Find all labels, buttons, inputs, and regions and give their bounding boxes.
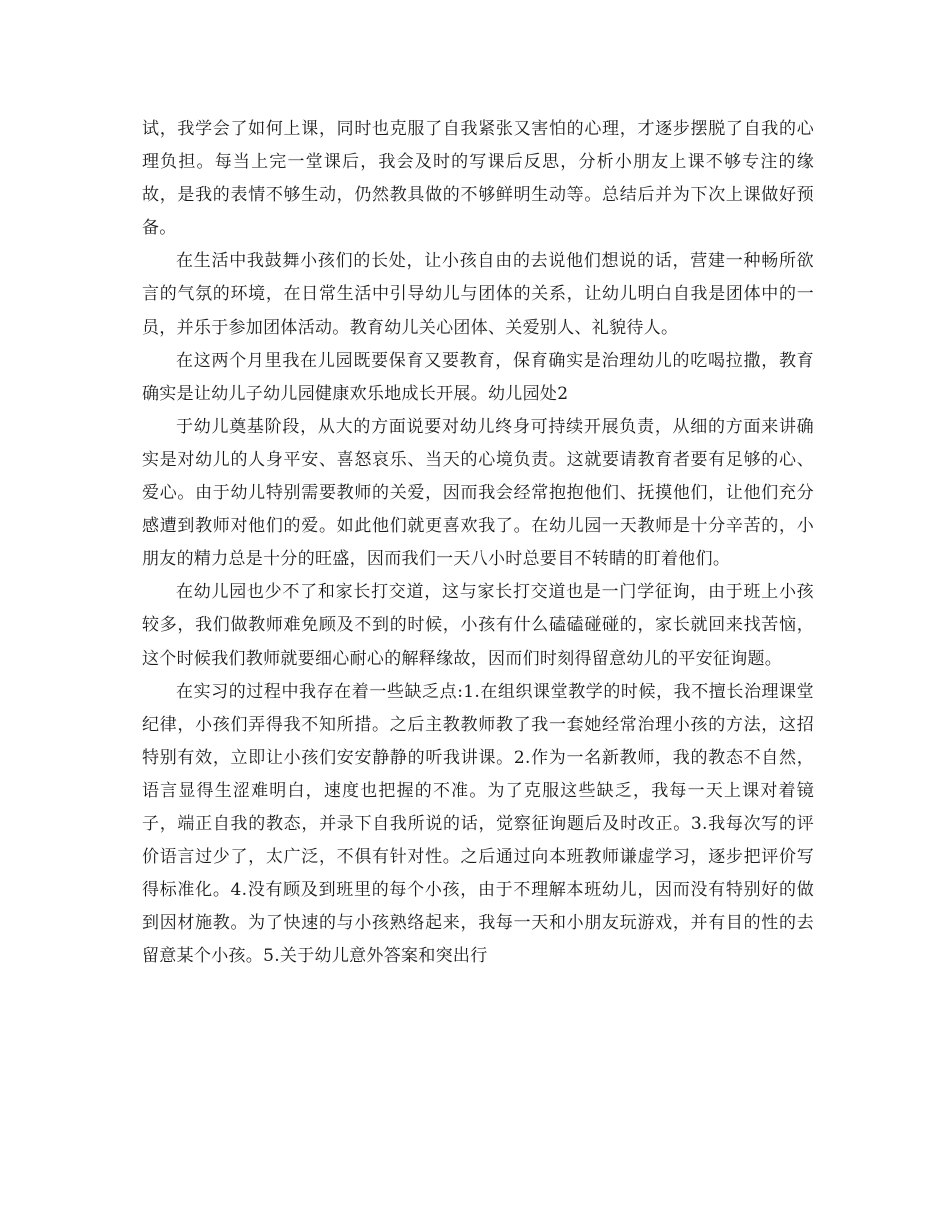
paragraph-3: 在这两个月里我在儿园既要保育又要教育，保育确实是治理幼儿的吃喝拉撒，教育确实是让幼儿子幼儿园健康欢乐地成长开展。幼儿园处2 [142, 350, 814, 404]
paragraph-1: 试，我学会了如何上课，同时也克服了自我紧张又害怕的心理，才逐步摆脱了自我的心理负担。每当上完一堂课后，我会及时的写课后反思，分析小朋友上课不够专注的缘故，是我的表情不够生动，仍然教具做的不够鲜明生动等。总结后并为下次上课做好预备。 [142, 119, 814, 239]
paragraph-4: 于幼儿奠基阶段，从大的方面说要对幼儿终身可持续开展负责，从细的方面来讲确实是对幼儿的人身平安、喜怒哀乐、当天的心境负责。这就要请教育者要有足够的心、爱心。由于幼儿特别需要教师的关爱，因而我会经常抱抱他们、抚摸他们，让他们充分感遭到教师对他们的爱。如此他们就更喜欢我了。在幼儿园一天教师是十分辛苦的，小朋友的精力总是十分的旺盛，因而我们一天八小时总要目不转睛的盯着他们。 [142, 416, 814, 570]
paragraph-2: 在生活中我鼓舞小孩们的长处，让小孩自由的去说他们想说的话，营建一种畅所欲言的气氛的环境，在日常生活中引导幼儿与团体的关系，让幼儿明白自我是团体中的一员，并乐于参加团体活动。教育幼儿关心团体、关爱别人、礼貌待人。 [142, 251, 814, 338]
paragraph-6: 在实习的过程中我存在着一些缺乏点:1.在组织课堂教学的时候，我不擅长治理课堂纪律，小孩们弄得我不知所措。之后主教教师教了我一套她经常治理小孩的方法，这招特别有效，立即让小孩们安安静静的听我讲课。2.作为一名新教师，我的教态不自然，语言显得生涩难明白，速度也把握的不准。为了克服这些缺乏，我每一天上课对着镜子，端正自我的教态，并录下自我所说的话，觉察征询题后及时改正。3.我每次写的评价语言过少了，太广泛，不俱有针对性。之后通过向本班教师谦虚学习，逐步把评价写得标准化。4.没有顾及到班里的每个小孩，由于不理解本班幼儿，因而没有特别好的做到因材施教。为了快速的与小孩熟络起来，我每一天和小朋友玩游戏，并有目的性的去留意某个小孩。5.关于幼儿意外答案和突出行 [142, 681, 814, 967]
paragraph-5: 在幼儿园也少不了和家长打交道，这与家长打交道也是一门学征询，由于班上小孩较多，我们做教师难免顾及不到的时候，小孩有什么磕磕碰碰的，家长就回来找苦恼，这个时候我们教师就要细心耐心的解释缘故，因而们时刻得留意幼儿的平安征询题。 [142, 582, 814, 669]
document-body [142, 113, 814, 973]
